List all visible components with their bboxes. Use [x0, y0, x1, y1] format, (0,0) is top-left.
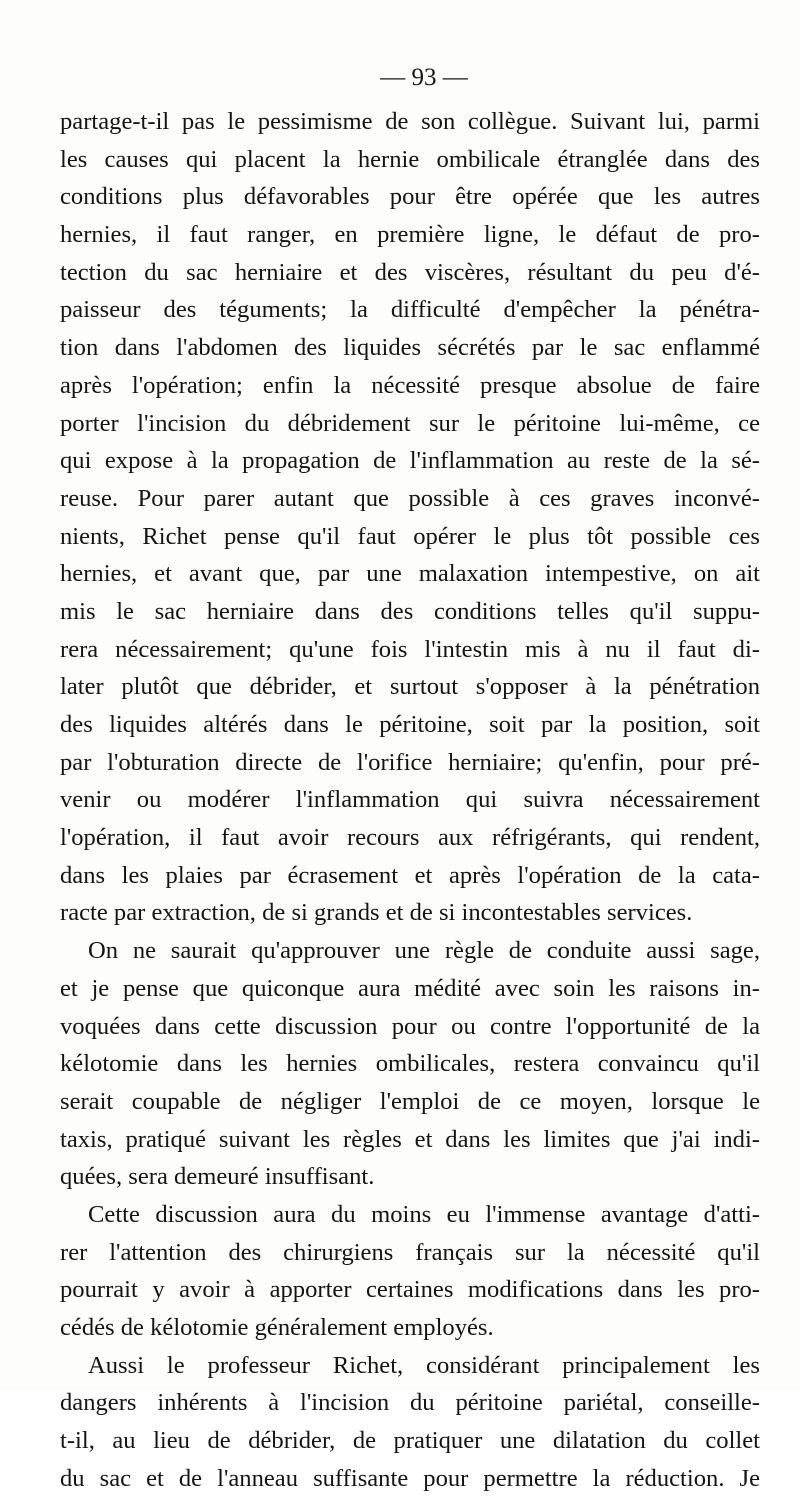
text-line: kélotomie dans les hernies ombilicales, restera convaincu qu'il [60, 1050, 760, 1078]
text-line: hernies, il faut ranger, en première ligne, le défaut de pro- [60, 221, 760, 249]
text-line: des liquides altérés dans le péritoine, soit par la position, soit [60, 711, 760, 738]
text-line: partage-t-il pas le pessimisme de son collègue. Suivant lui, parmi [60, 108, 760, 135]
text-line: dans les plaies par écrasement et après l'opération de la cata- [60, 861, 760, 889]
text-line: du sac et de l'anneau suffisante pour permettre la réduction. Je [60, 1464, 760, 1492]
page-number: — 93 — [380, 64, 468, 91]
text-line: conditions plus défavorables pour être opérée que les autres [60, 183, 760, 211]
text-line: les causes qui placent la hernie ombilicale étranglée dans des [60, 145, 760, 173]
text-line: reuse. Pour parer autant que possible à ces graves inconvé- [60, 484, 760, 512]
text-line: rer l'attention des chirurgiens français sur la nécessité qu'il [60, 1238, 760, 1266]
text-line: taxis, pratiqué suivant les règles et dans les limites que j'ai indi- [60, 1125, 760, 1153]
text-line: t-il, au lieu de débrider, de pratiquer une dilatation du collet [60, 1427, 760, 1455]
text-line: rera nécessairement; qu'une fois l'intestin mis à nu il faut di- [60, 635, 760, 663]
text-line: hernies, et avant que, par une malaxation intempestive, on ait [60, 560, 760, 588]
paragraph-first-line: Cette discussion aura du moins eu l'immense avantage d'atti- [88, 1200, 760, 1228]
text-line: paisseur des téguments; la difficulté d'empêcher la pénétra- [60, 296, 760, 324]
text-line: cédés de kélotomie généralement employés. [60, 1314, 494, 1341]
body-text [60, 103, 760, 1497]
text-line: qui expose à la propagation de l'inflammation au reste de la sé- [60, 447, 760, 475]
text-line: venir ou modérer l'inflammation qui suivra nécessairement [60, 786, 760, 814]
text-line: tection du sac herniaire et des viscères, résultant du peu d'é- [60, 258, 760, 286]
text-line: mis le sac herniaire dans des conditions telles qu'il suppu- [60, 597, 760, 625]
text-line: racte par extraction, de si grands et de si incontestables services. [60, 899, 693, 927]
text-line: nients, Richet pense qu'il faut opérer le plus tôt possible ces [60, 522, 760, 550]
text-line: pourrait y avoir à apporter certaines modifications dans les pro- [60, 1276, 760, 1304]
text-line: quées, sera demeuré insuffisant. [60, 1163, 375, 1191]
text-line: l'opération, il faut avoir recours aux réfrigérants, qui rendent, [60, 824, 760, 852]
text-line: later plutôt que débrider, et surtout s'opposer à la pénétration [60, 673, 760, 701]
text-line: serait coupable de négliger l'emploi de ce moyen, lorsque le [60, 1087, 760, 1115]
paragraph-first-line: On ne saurait qu'approuver une règle de conduite aussi sage, [88, 937, 760, 965]
text-line: porter l'incision du débridement sur le péritoine lui-même, ce [60, 409, 760, 437]
paragraph-first-line: Aussi le professeur Richet, considérant principalement les [88, 1351, 760, 1379]
text-line: tion dans l'abdomen des liquides sécrétés par le sac enflammé [60, 334, 760, 362]
text-line: dangers inhérents à l'incision du péritoine pariétal, conseille- [60, 1389, 760, 1417]
text-line: par l'obturation directe de l'orifice herniaire; qu'enfin, pour pré- [60, 748, 760, 776]
text-line: et je pense que quiconque aura médité avec soin les raisons in- [60, 974, 760, 1002]
text-line: voquées dans cette discussion pour ou contre l'opportunité de la [60, 1012, 760, 1040]
text-line: après l'opération; enfin la nécessité presque absolue de faire [60, 371, 760, 399]
